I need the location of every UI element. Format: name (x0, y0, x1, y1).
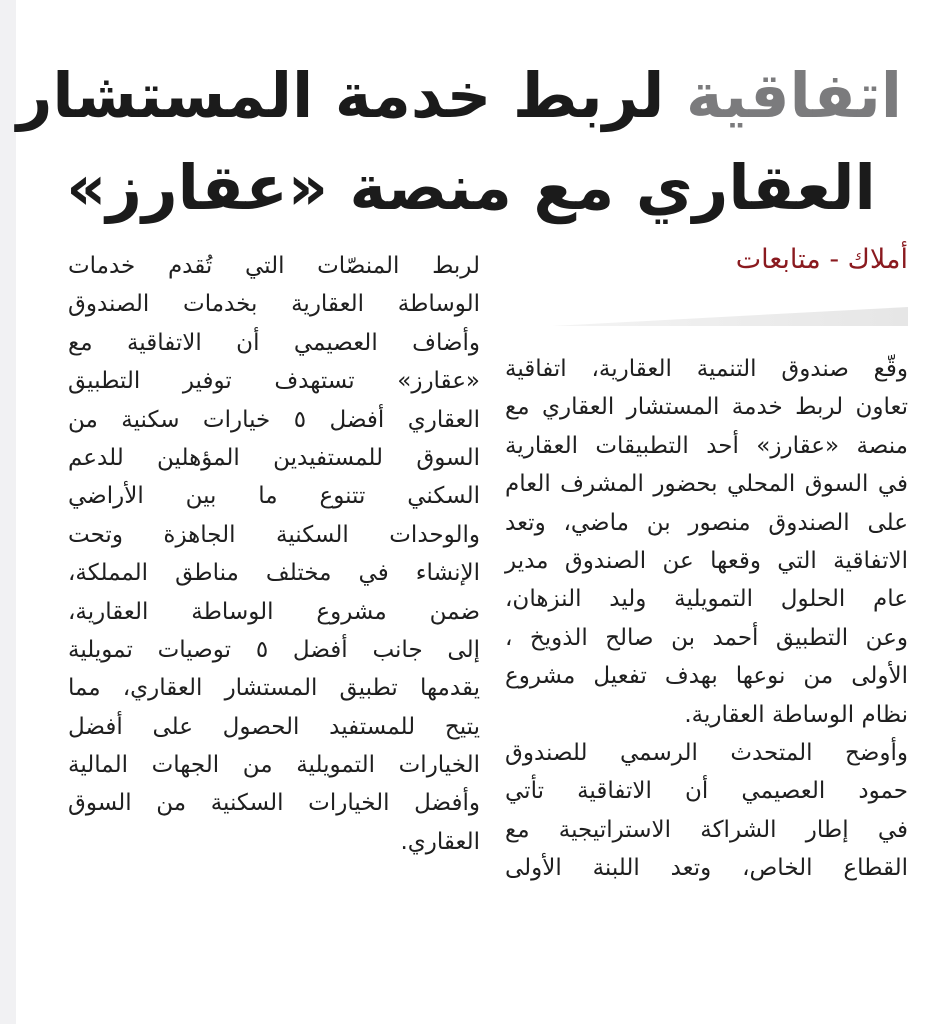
byline-underline-wedge (552, 306, 908, 328)
paragraph-line: في إطار الشراكة الاستراتيجية مع (505, 816, 908, 843)
paragraph-line: يتيح للمستفيد الحصول على أفضل (68, 713, 480, 740)
paragraph-line: الوساطة العقارية بخدمات الصندوق (68, 291, 480, 318)
paragraph-line: «عقارز» تستهدف توفير التطبيق (68, 368, 480, 395)
paragraph-line: حمود العصيمي أن الاتفاقية تأتي (505, 778, 908, 805)
paragraph-line: القطاع الخاص، وتعد اللبنة الأولى (505, 855, 908, 882)
paragraph-line: وأضاف العصيمي أن الاتفاقية مع (68, 329, 480, 356)
paragraph-line: والوحدات السكنية الجاهزة وتحت (68, 521, 480, 548)
article-headline (16, 50, 902, 234)
paragraph-line: إلى جانب أفضل ٥ توصيات تمويلية (68, 636, 480, 663)
paragraph-line: وأفضل الخيارات السكنية من السوق (68, 790, 480, 817)
paragraph-line: يقدمها تطبيق المستشار العقاري، مما (68, 675, 480, 702)
paragraph-line: في السوق المحلي بحضور المشرف العام (505, 471, 908, 498)
headline-line-1 (16, 50, 902, 142)
headline-line-1-rest: لربط خدمة المستشار (16, 58, 687, 132)
paragraph-line: العقاري أفضل ٥ خيارات سكنية من (68, 406, 480, 433)
paragraph-line: ضمن مشروع الوساطة العقارية، (68, 598, 480, 625)
paragraph-line: وعن التطبيق أحمد بن صالح الذويخ ، (505, 624, 908, 651)
paragraph-line: الإنشاء في مختلف مناطق المملكة، (68, 560, 480, 587)
article-column-left (68, 247, 480, 861)
headline-accent-word: اتفاقية (686, 58, 902, 132)
paragraph-line: الأولى من نوعها بهدف تفعيل مشروع (505, 663, 908, 690)
headline-line-2: العقاري مع منصة «عقارز» (66, 150, 876, 224)
page-margin-strip (0, 0, 16, 1024)
paragraph-line: لربط المنصّات التي تُقدم خدمات (68, 253, 480, 279)
article-column-right (505, 350, 908, 887)
paragraph-line: العقاري. (400, 828, 480, 855)
paragraph-line: الخيارات التمويلية من الجهات المالية (68, 752, 480, 779)
article-byline: أملاك - متابعات (735, 244, 908, 275)
paragraph-line: السوق للمستفيدين المؤهلين للدعم (68, 444, 480, 471)
paragraph-line: السكني تتنوع ما بين الأراضي (68, 483, 480, 510)
paragraph-line: الاتفاقية التي وقعها عن الصندوق مدير (505, 547, 908, 574)
paragraph-line: على الصندوق منصور بن ماضي، وتعد (505, 509, 908, 536)
paragraph-line: عام الحلول التمويلية وليد النزهان، (505, 586, 908, 613)
paragraph-line: وأوضح المتحدث الرسمي للصندوق (505, 739, 908, 766)
paragraph-line: نظام الوساطة العقارية. (684, 701, 908, 728)
paragraph-line: وقّع صندوق التنمية العقارية، اتفاقية (505, 356, 908, 382)
paragraph-line: تعاون لربط خدمة المستشار العقاري مع (505, 394, 908, 421)
paragraph-line: منصة «عقارز» أحد التطبيقات العقارية (505, 432, 908, 459)
